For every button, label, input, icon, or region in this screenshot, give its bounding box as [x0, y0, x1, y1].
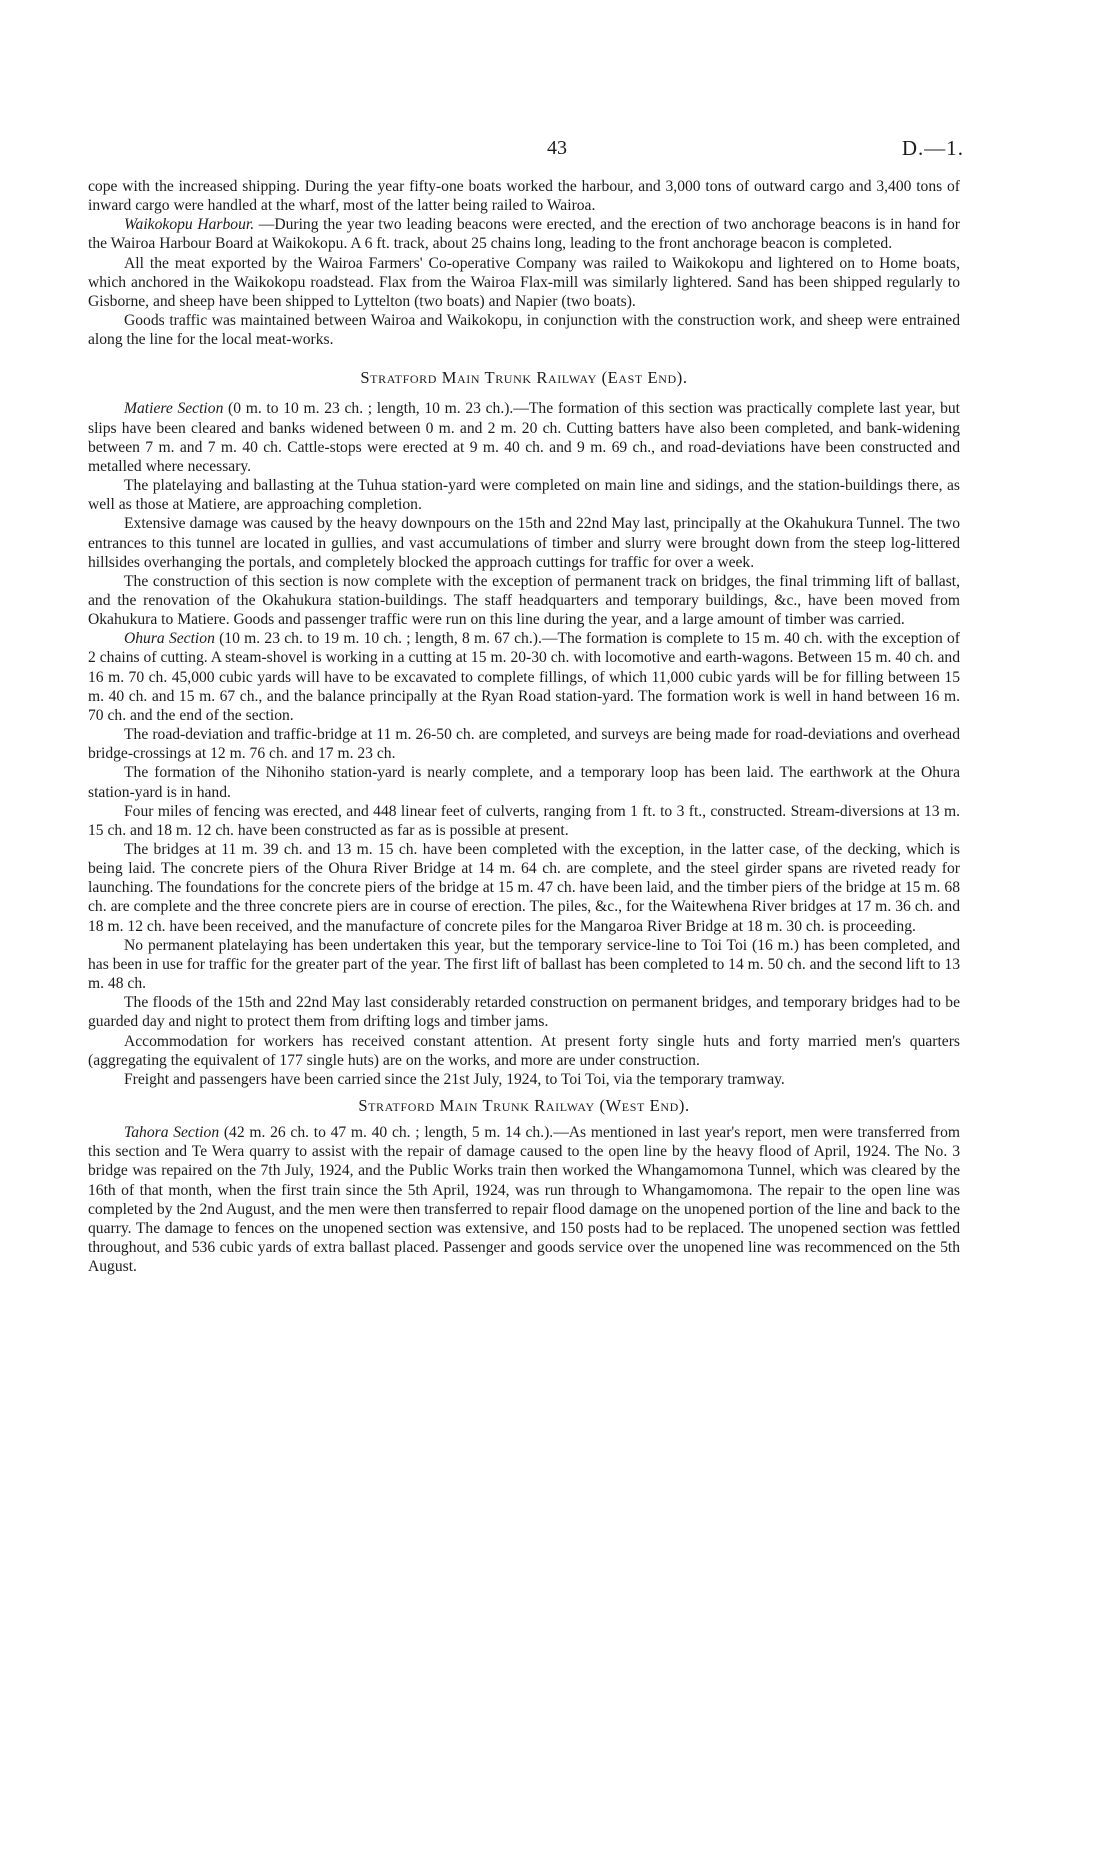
paragraph: Four miles of fencing was erected, and 448 linear feet of culverts, ranging from 1 ft. to 3 ft., constructed. Stream-diversions at 13 m. 15 ch. and 18 m. 12 ch. have been constructed as far as is possible at present. [88, 802, 960, 839]
paragraph: Extensive damage was caused by the heavy downpours on the 15th and 22nd May last, principally at the Okahukura Tunnel. The two entrances to this tunnel are located in gullies, and vast accumulations of timber and slurry were brought down from the steep log-littered hillsides overhanging the portals, and completely blocked the approach cuttings for traffic for over a week. [88, 515, 960, 571]
paragraph: The construction of this section is now complete with the exception of permanent track on bridges, the final trimming lift of ballast, and the renovation of the Okahukura station-buildings. The staff headquarters and temporary buildings, &c., have been moved from Okahukura to Matiere. Goods and passenger traffic were run on this line during the year, and a large amount of timber was carried. [88, 572, 960, 629]
paragraph: The bridges at 11 m. 39 ch. and 13 m. 15 ch. have been completed with the exception, in the latter case, of the decking, which is being laid. The concrete piers of the Ohura River Bridge at 14 m. 64 ch. are complete, and the steel girder spans are riveted ready for launching. The foundations for the concrete piers of the bridge at 15 m. 47 ch. have been laid, and the timber piers of the bridge at 15 m. 68 ch. are complete and the three concrete piers are in course of erection. The piles, &c., for the Waitewhena River bridges at 17 m. 36 ch. and 18 m. 12 ch. have been received, and the manufacture of concrete piles for the Mangaroa River Bridge at 18 m. 30 ch. is proceeding. [88, 841, 960, 935]
paragraph: Matiere Section (0 m. to 10 m. 23 ch. ; length, 10 m. 23 ch.).—The formation of this section was practically complete last year, but slips have been cleared and banks widened between 0 m. and 2 m. 20 ch. Cutting batters have also been completed, and bank-widening between 7 m. and 7 m. 40 ch. Cattle-stops were erected at 9 m. 40 ch. and 9 m. 69 ch., and road-deviations have been constructed and metalled where necessary. [88, 400, 960, 475]
paragraph: All the meat exported by the Wairoa Farmers' Co-operative Company was railed to Waikokopu and lightered on to Home boats, which anchored in the Waikokopu roadstead. Flax from the Wairoa Flax-mill was similarly lightered. Sand has been shipped regularly to Gisborne, and sheep have been shipped to Lyttelton (two boats) and Napier (two boats). [88, 254, 960, 310]
page-body [88, 177, 960, 1276]
paragraph: No permanent platelaying has been undertaken this year, but the temporary service-line to Toi Toi (16 m.) has been completed, and has been in use for traffic for the greater part of the year. The first lift of ballast has been completed to 14 m. 50 ch. and the second lift to 13 m. 48 ch. [88, 936, 960, 993]
paragraph: cope with the increased shipping. During the year fifty-one boats worked the harbour, and 3,000 tons of outward cargo and 3,400 tons of inward cargo were handled at the wharf, most of the latter being railed to Wairoa. [88, 178, 960, 215]
paragraph: Waikokopu Harbour. —During the year two leading beacons were erected, and the erection of two anchorage beacons is in hand for the Wairoa Harbour Board at Waikokopu. A 6 ft. track, about 25 chains long, leading to the front anchorage beacon is completed. [88, 216, 960, 253]
paragraph-title: Tahora Section [124, 1124, 220, 1142]
section-heading-east: Stratford Main Trunk Railway (East End). [360, 368, 688, 388]
paragraph: Goods traffic was maintained between Wairoa and Waikokopu, in conjunction with the construction work, and sheep were entrained along the line for the local meat-works. [88, 312, 960, 349]
document-code: D.—1. [901, 136, 964, 160]
page-number: 43 [547, 137, 567, 159]
paragraph-title: Ohura Section [124, 630, 215, 648]
paragraph-title: Matiere Section [124, 400, 224, 418]
paragraph: The road-deviation and traffic-bridge at 11 m. 26-50 ch. are completed, and surveys are being made for road-deviations and overhead bridge-crossings at 12 m. 76 ch. and 17 m. 23 ch. [88, 726, 960, 763]
paragraph: The floods of the 15th and 22nd May last considerably retarded construction on permanent bridges, and temporary bridges had to be guarded day and night to protect them from drifting logs and timber jams. [88, 994, 960, 1031]
paragraph: Tahora Section (42 m. 26 ch. to 47 m. 40 ch. ; length, 5 m. 14 ch.).—As mentioned in last year's report, men were transferred from this section and Te Wera quarry to assist with the repair of damage caused to the open line by the heavy flood of April, 1924. The No. 3 bridge was repaired on the 7th July, 1924, and the Public Works train then worked the Whangamomona Tunnel, which was cleared by the 16th of that month, when the first train since the 5th April, 1924, was run through to Whangamomona. The repair to the open line was completed by the 2nd August, and the men were then transferred to repair flood damage on the unopened portion of the line and back to the quarry. The damage to fences on the unopened section was extensive, and 150 posts had to be replaced. The unopened section was fettled throughout, and 536 cubic yards of extra ballast placed. Passenger and goods service over the unopened line was recommenced on the 5th August. [88, 1124, 961, 1276]
paragraph: Freight and passengers have been carried since the 21st July, 1924, to Toi Toi, via the temporary tramway. [124, 1070, 785, 1088]
paragraph-title: Waikokopu Harbour. [124, 216, 255, 234]
paragraph: The formation of the Nihoniho station-yard is nearly complete, and a temporary loop has been laid. The earthwork at the Ohura station-yard is in hand. [88, 764, 960, 801]
paragraph: Accommodation for workers has received constant attention. At present forty single huts and forty married men's quarters (aggregating the equivalent of 177 single huts) are on the works, and more are under construction. [88, 1032, 960, 1069]
paragraph: The platelaying and ballasting at the Tuhua station-yard were completed on main line and sidings, and the station-buildings there, as well as those at Matiere, are approaching completion. [88, 477, 960, 514]
section-heading-west: Stratford Main Trunk Railway (West End). [358, 1096, 690, 1116]
paragraph: Ohura Section (10 m. 23 ch. to 19 m. 10 ch. ; length, 8 m. 67 ch.).—The formation is complete to 15 m. 40 ch. with the exception of 2 chains of cutting. A steam-shovel is working in a cutting at 15 m. 20-30 ch. with locomotive and earth-wagons. Between 15 m. 40 ch. and 16 m. 70 ch. 45,000 cubic yards will have to be excavated to complete fillings, of which 11,000 cubic yards will be for filling between 15 m. 40 ch. and 15 m. 67 ch., and the balance principally at the Ryan Road station-yard. The formation work is well in hand between 16 m. 70 ch. and the end of the section. [88, 630, 960, 724]
